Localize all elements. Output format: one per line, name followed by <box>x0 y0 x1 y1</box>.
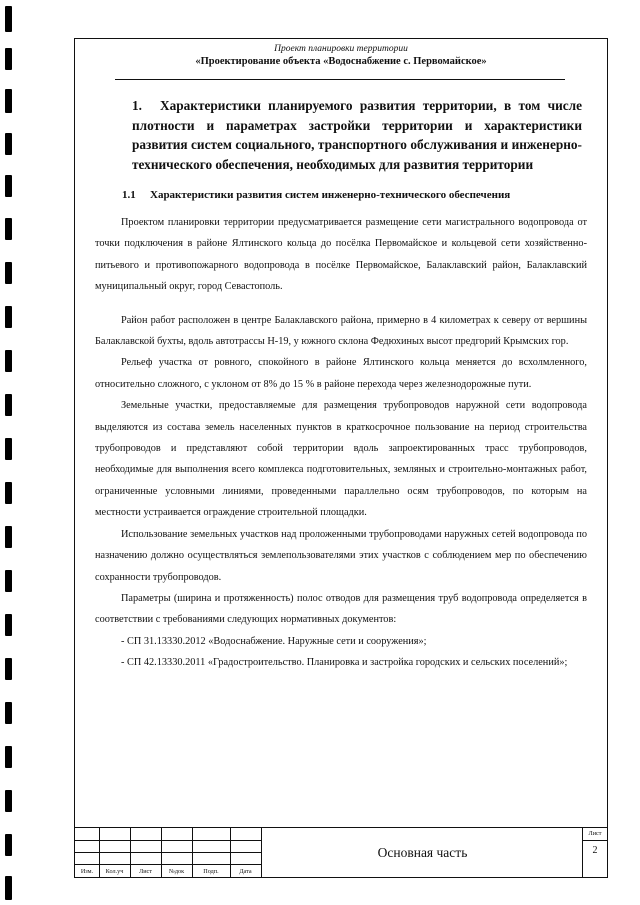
stamp-label-count: Кол.уч <box>105 868 124 875</box>
binding-mark <box>5 394 12 416</box>
binding-mark <box>5 746 12 768</box>
binding-mark <box>5 702 12 724</box>
grid-line <box>75 840 261 841</box>
stamp-label-date: Дата <box>239 868 252 875</box>
stamp-title: Основная часть <box>261 828 583 877</box>
binding-mark <box>5 658 12 680</box>
section-number: 1. <box>132 98 142 113</box>
list-item: - СП 42.13330.2011 «Градостроительство. Планировка и застройка городских и сельских поселений»; <box>121 657 568 669</box>
grid-line <box>75 864 261 865</box>
binding-mark <box>5 438 12 460</box>
binding-mark <box>5 218 12 240</box>
binding-mark <box>5 482 12 504</box>
project-title: Проект планировки территории <box>274 44 408 54</box>
page-frame <box>74 38 608 878</box>
binding-mark <box>5 350 12 372</box>
sheet-number: 2 <box>592 845 598 856</box>
object-title: «Проектирование объекта «Водоснабжение с. Первомайское» <box>195 56 487 67</box>
binding-mark <box>5 876 12 900</box>
binding-mark <box>5 526 12 548</box>
paragraph: Проектом планировки территории предусматривается размещение сети магистрального водопровода от точки подключения в районе Ялтинского кольца до посёлка Первомайское и кольцевой сети хозяйственно-питьевого и противопожарного водопровода в посёлке Первомайское, Балаклавский район, Балаклавский муниципальный округ, город Севастополь. <box>95 217 587 293</box>
stamp-label-signature: Подп. <box>203 868 219 875</box>
stamp-label-sheet: Лист <box>139 868 152 875</box>
binding-mark <box>5 834 12 856</box>
subsection-title: Характеристики развития систем инженерно-технического обеспечения <box>150 189 511 201</box>
sheet-label: Лист <box>583 829 607 841</box>
paragraph: Район работ расположен в центре Балаклавского района, примерно в 4 километрах к северу от вершины Балаклавской бухты, вдоль автотрассы Н-19, у южного склона Федюхиных высот предгорий Крымских гор. <box>95 314 587 348</box>
grid-line <box>75 852 261 853</box>
document-body <box>95 96 587 674</box>
header-rule <box>115 79 565 80</box>
binding-mark <box>5 6 12 32</box>
paragraph: Использование земельных участков над проложенными трубопроводами наружных сетей водопровода по назначению должно осуществляться землепользователями этих участков с соблюдением мер по обеспечению сохранности трубопроводов. <box>95 528 587 583</box>
binding-mark <box>5 48 12 70</box>
paragraph: Земельные участки, предоставляемые для размещения трубопроводов наружной сети водопровода выделяются из состава земель населенных пунктов в краткосрочное пользование на период строительства трубопроводов и представляют собой территории вдоль запроектированных трасс трубопроводов, необходимые для выполнения всего комплекса подготовительных, земляных и строительно-монтажных работ, ограниченные условными линиями, проведенными параллельно осям трубопроводов, по которым на местности устраивается ограждение строительной площадки. <box>95 400 587 519</box>
binding-mark <box>5 614 12 636</box>
binding-mark <box>5 570 12 592</box>
list-item: - СП 31.13330.2012 «Водоснабжение. Наружные сети и сооружения»; <box>121 635 427 647</box>
stamp-label-doc: №док <box>168 868 185 875</box>
title-block <box>75 827 607 877</box>
subsection-number: 1.1 <box>122 189 136 201</box>
binding-holes <box>0 0 24 905</box>
binding-mark <box>5 133 12 155</box>
section-title: Характеристики планируемого развития территории, в том числе плотности и параметрах застройки территории и характеристики развития систем социального, транспортного обслуживания и инженерно-технического обеспечения, необходимых для развития территории <box>132 98 582 172</box>
binding-mark <box>5 790 12 812</box>
paragraph: Параметры (ширина и протяженность) полос отводов для размещения труб водопровода определяется в соответствии с требованиями следующих нормативных документов: <box>95 592 587 626</box>
binding-mark <box>5 306 12 328</box>
title-block-grid <box>75 828 261 877</box>
page-header <box>75 43 607 68</box>
sheet-cell <box>582 828 607 877</box>
subsection-heading <box>122 188 587 202</box>
section-heading <box>132 96 582 174</box>
binding-mark <box>5 89 12 113</box>
stamp-label-change: Изм. <box>80 868 94 875</box>
paragraph: Рельеф участка от ровного, спокойного в районе Ялтинского кольца меняется до всхолмленного, относительно сложного, с уклоном от 8% до 15 % в районе перехода через железнодорожные пути. <box>95 357 587 390</box>
binding-mark <box>5 262 12 284</box>
binding-mark <box>5 175 12 197</box>
